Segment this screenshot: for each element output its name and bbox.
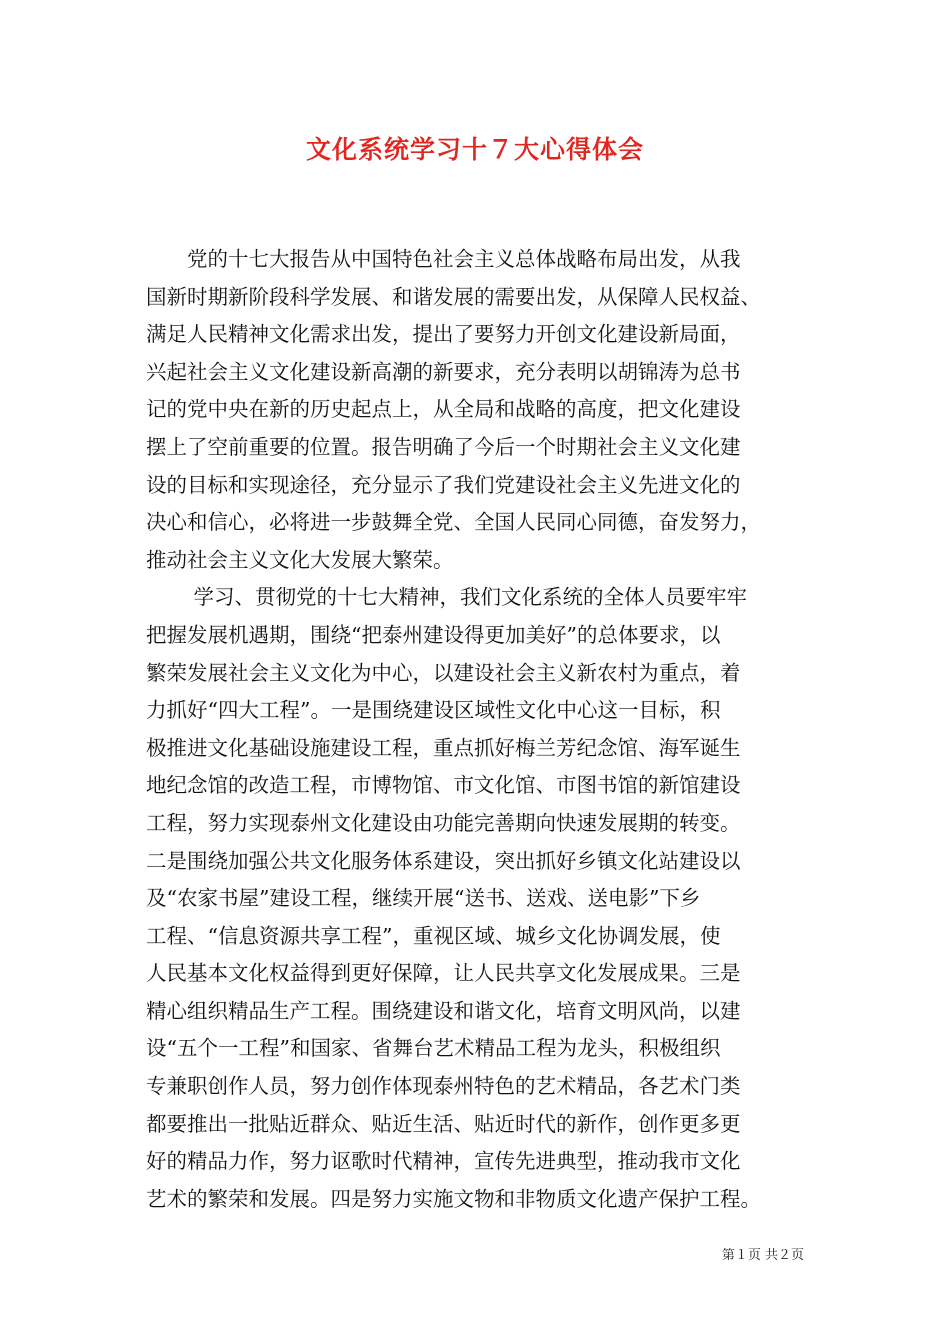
text-line: 满足人民精神文化需求出发，提出了要努力开创文化建设新局面， xyxy=(146,322,741,347)
text-line: 摆上了空前重要的位置。报告明确了今后一个时期社会主义文化建 xyxy=(146,434,741,459)
text-line: 都要推出一批贴近群众、贴近生活、贴近时代的新作，创作更多更 xyxy=(146,1111,741,1136)
text-line: 工程，努力实现泰州文化建设由功能完善期向快速发展期的转变。 xyxy=(146,810,741,835)
document-body xyxy=(146,241,814,1218)
page-number-footer: 第１页 共２页 xyxy=(721,1248,804,1263)
text-line: 力抓好“四大工程”。一是围绕建设区域性文化中心这一目标，积 xyxy=(146,698,721,723)
text-line: 把握发展机遇期，围绕“把泰州建设得更加美好”的总体要求，以 xyxy=(146,622,721,647)
text-line: 繁荣发展社会主义文化为中心，以建设社会主义新农村为重点，着 xyxy=(146,660,741,685)
text-line: 二是围绕加强公共文化服务体系建设，突出抓好乡镇文化站建设以 xyxy=(146,848,741,873)
text-line: 推动社会主义文化大发展大繁荣。 xyxy=(146,547,454,572)
text-line: 兴起社会主义文化建设新高潮的新要求，充分表明以胡锦涛为总书 xyxy=(146,359,741,384)
text-line: 人民基本文化权益得到更好保障，让人民共享文化发展成果。三是 xyxy=(146,961,741,986)
text-line: 决心和信心，必将进一步鼓舞全党、全国人民同心同德，奋发努力， xyxy=(146,510,761,535)
text-line: 好的精品力作，努力讴歌时代精神，宣传先进典型，推动我市文化 xyxy=(146,1149,741,1174)
text-line: 精心组织精品生产工程。围绕建设和谐文化，培育文明风尚，以建 xyxy=(146,998,741,1023)
text-line: 记的党中央在新的历史起点上，从全局和战略的高度，把文化建设 xyxy=(146,397,741,422)
text-line: 工程、“信息资源共享工程”，重视区域、城乡文化协调发展，使 xyxy=(146,923,721,948)
text-line: 设“五个一工程”和国家、省舞台艺术精品工程为龙头，积极组织 xyxy=(146,1036,721,1061)
text-line: 设的目标和实现途径，充分显示了我们党建设社会主义先进文化的 xyxy=(146,472,741,497)
text-line: 极推进文化基础设施建设工程，重点抓好梅兰芳纪念馆、海军诞生 xyxy=(146,735,741,760)
text-line: 国新时期新阶段科学发展、和谐发展的需要出发，从保障人民权益、 xyxy=(146,284,761,309)
text-line: 及“农家书屋”建设工程，继续开展“送书、送戏、送电影”下乡 xyxy=(146,886,701,911)
text-line: 地纪念馆的改造工程，市博物馆、市文化馆、市图书馆的新馆建设 xyxy=(146,773,741,798)
text-line: 党的十七大报告从中国特色社会主义总体战略布局出发，从我 xyxy=(146,247,741,271)
document-title: 文化系统学习十７大心得体会 xyxy=(305,135,644,164)
text-line: 艺术的繁荣和发展。四是努力实施文物和非物质文化遗产保护工程。 xyxy=(146,1186,761,1211)
text-line: 专兼职创作人员，努力创作体现泰州特色的艺术精品，各艺术门类 xyxy=(146,1074,741,1099)
text-line: 学习、贯彻党的十七大精神，我们文化系统的全体人员要牢牢 xyxy=(146,585,748,610)
